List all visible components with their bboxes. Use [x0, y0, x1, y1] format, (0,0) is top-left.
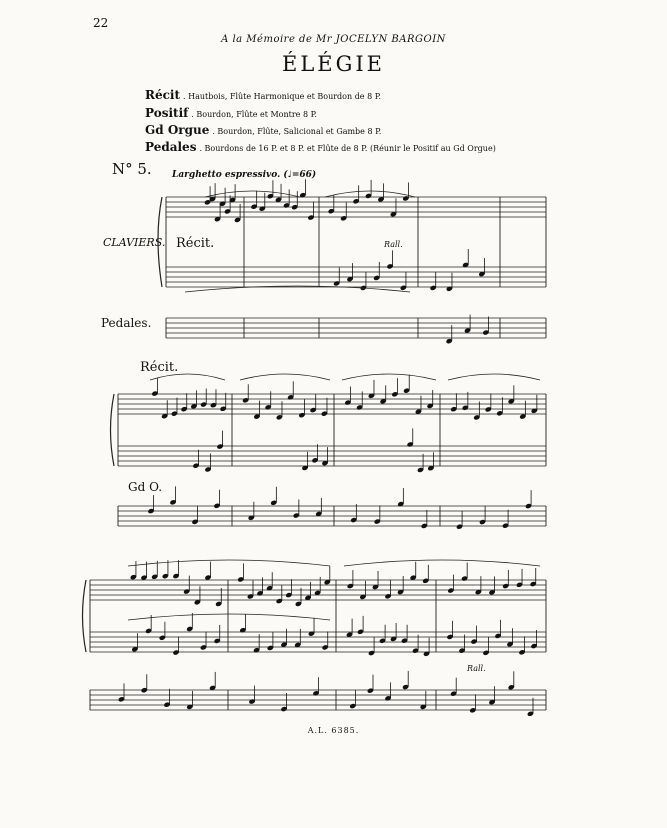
brace [83, 580, 87, 652]
grand-orgue-label: Gd O. [128, 480, 163, 494]
slur [342, 374, 436, 380]
slur [240, 374, 330, 380]
piece-number: N° 5. [112, 160, 152, 178]
slur [150, 374, 225, 380]
registration-stops: . Bourdon, Flûte, Salicional et Gambe 8 P. [212, 127, 382, 136]
slur [128, 614, 330, 620]
registration-manual: Gd Orgue [145, 123, 210, 137]
registration-manual: Récit [145, 88, 181, 102]
slur [205, 191, 300, 197]
registration-stops: . Hautbois, Flûte Harmonique et Bourdon de 8 P. [183, 92, 382, 101]
pedales-label: Pedales. [101, 316, 152, 330]
rall-marking: Rall. [384, 240, 403, 249]
slur [448, 374, 540, 380]
recit-label: Récit. [176, 236, 215, 251]
tempo-marking: Larghetto espressivo. (♩=66) [172, 170, 317, 180]
registration-manual: Positif [145, 106, 189, 120]
dedication: A la Mémoire de Mr JOCELYN BARGOIN [221, 34, 446, 45]
slur [128, 560, 330, 566]
page-number: 22 [93, 16, 109, 30]
brace [158, 197, 162, 287]
recit-label-system-2: Récit. [140, 360, 179, 375]
rall-marking-system-3: Rall. [467, 664, 486, 673]
plate-number: A.L. 6385. [307, 726, 360, 735]
registration-manual: Pedales [145, 140, 197, 154]
registration-stops: . Bourdons de 16 P. et 8 P. et Flûte de 8 P. (Réunir le Positif au Gd Orgue) [199, 144, 496, 153]
brace [111, 394, 115, 466]
claviers-label: CLAVIERS. [103, 236, 166, 249]
piece-title: ÉLÉGIE [281, 52, 385, 76]
registration-stops: . Bourdon, Flûte et Montre 8 P. [191, 110, 317, 119]
slur [344, 560, 540, 566]
